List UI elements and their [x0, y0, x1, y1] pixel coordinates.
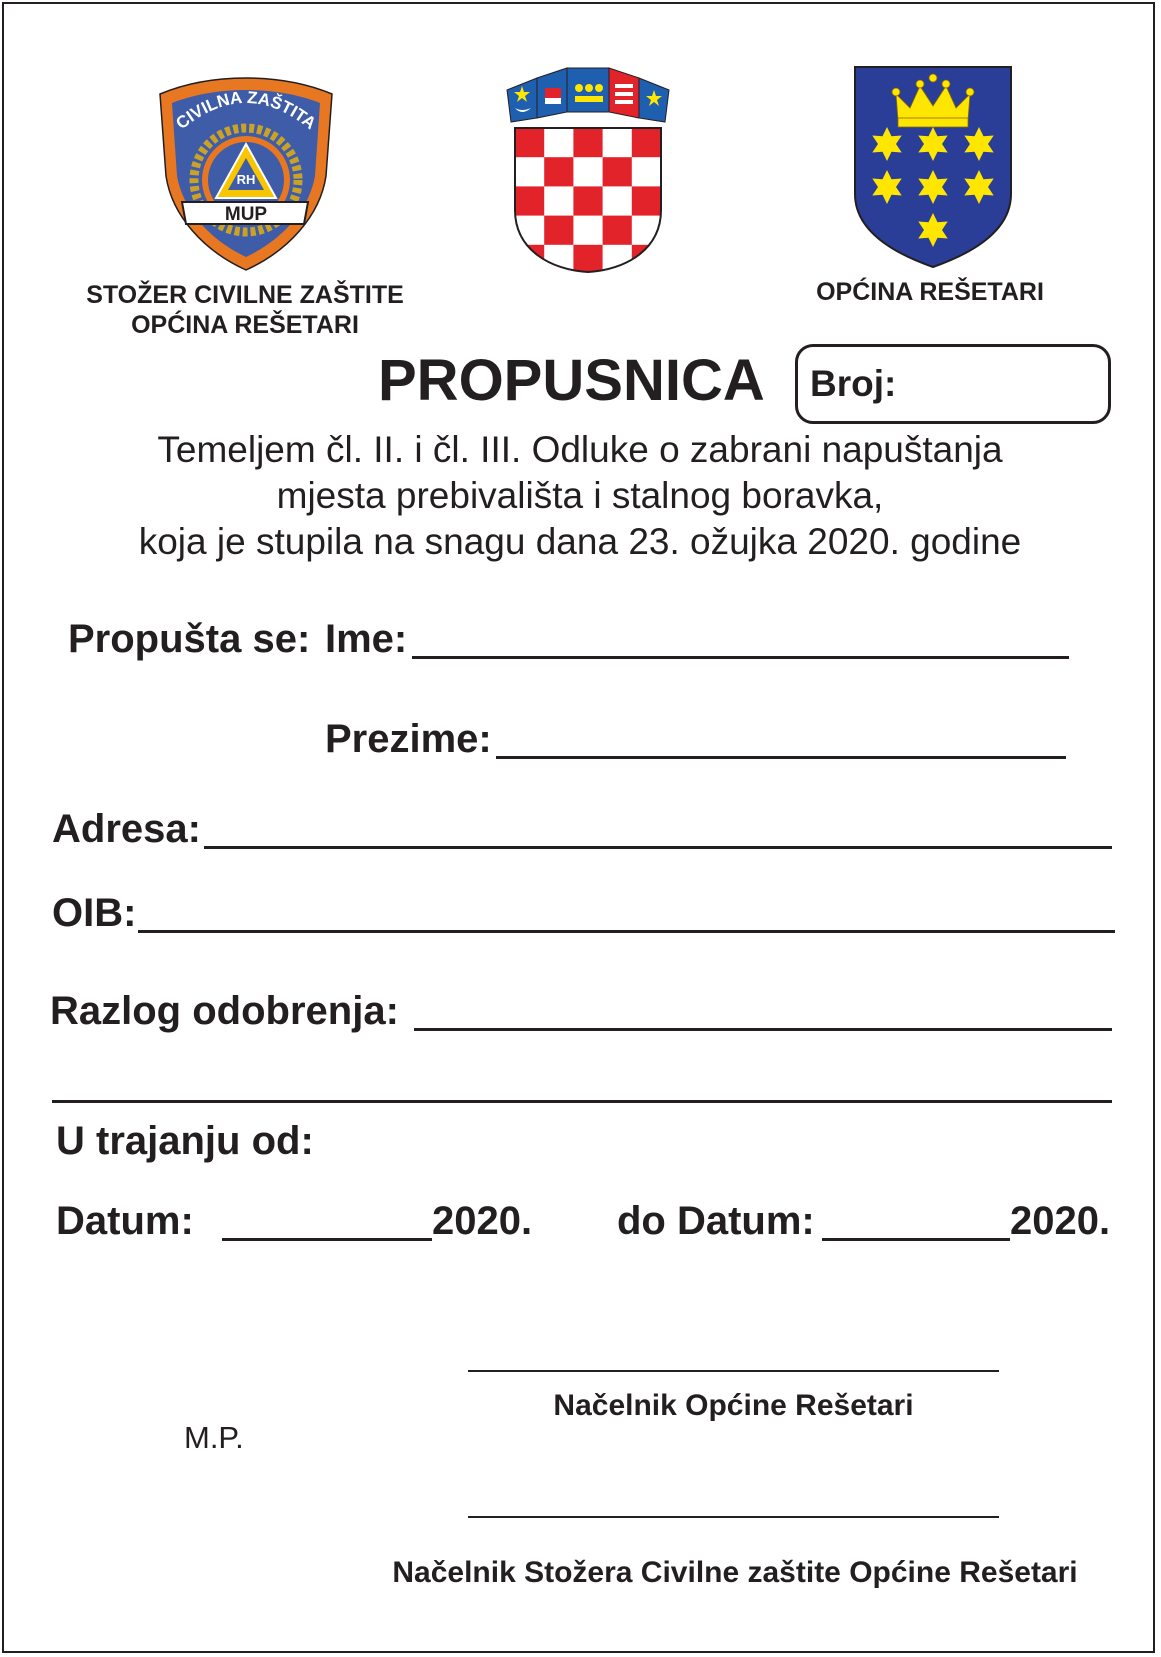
ime-label: Ime:: [325, 617, 408, 661]
intro-line1: Temeljem čl. II. i čl. III. Odluke o zabrani napuštanja: [157, 429, 1003, 470]
ime-input-line[interactable]: [412, 656, 1069, 659]
trajanje-label: U trajanju od:: [56, 1119, 314, 1163]
cz-badge-text: CIVILNA ZAŠTITA: [172, 87, 320, 134]
croatian-coat-of-arms: [503, 60, 673, 276]
razlog-input-line-2[interactable]: [52, 1100, 1112, 1103]
opcina-resetari-coat-of-arms: [852, 64, 1014, 270]
intro-line3: koja je stupila na snagu dana 23. ožujka 2020. godine: [138, 521, 1022, 562]
datum-to-label: do Datum:: [617, 1199, 815, 1243]
razlog-input-line[interactable]: [414, 1028, 1112, 1031]
razlog-label: Razlog odobrenja:: [50, 989, 399, 1033]
prezime-input-line[interactable]: [496, 756, 1066, 759]
checkerboard-shield: [515, 128, 661, 274]
number-box-label: Broj:: [810, 363, 897, 404]
left-logo-caption-line1: STOŽER CIVILNE ZAŠTITE: [86, 281, 404, 309]
datum-to-year: 2020.: [1010, 1199, 1111, 1243]
stamp-placeholder: M.P.: [184, 1420, 244, 1455]
left-logo-caption: [60, 280, 430, 340]
oib-input-line[interactable]: [138, 930, 1115, 933]
left-logo-caption-line2: OPĆINA REŠETARI: [131, 311, 359, 339]
oib-label: OIB:: [52, 891, 137, 935]
cz-badge-mup: MUP: [224, 204, 268, 225]
number-box[interactable]: [795, 344, 1111, 424]
civil-protection-logo: [158, 76, 334, 272]
adresa-input-line[interactable]: [204, 846, 1112, 849]
datum-from-year: 2020.: [432, 1199, 533, 1243]
right-logo-caption: OPĆINA REŠETARI: [816, 278, 1044, 306]
cz-badge-rh: RH: [236, 172, 256, 187]
document-title: PROPUSNICA: [378, 348, 765, 413]
datum-from-input-line[interactable]: [222, 1238, 432, 1241]
prezime-label: Prezime:: [325, 717, 492, 761]
propusta-label: Propušta se:: [68, 617, 311, 661]
signature-label-opcina: Načelnik Općine Rešetari: [553, 1389, 914, 1422]
datum-to-input-line[interactable]: [822, 1238, 1010, 1241]
signature-line-stozer[interactable]: [468, 1516, 999, 1518]
intro-line2: mjesta prebivališta i stalnog boravka,: [276, 475, 884, 516]
datum-from-label: Datum:: [56, 1199, 194, 1243]
signature-line-opcina[interactable]: [468, 1370, 999, 1372]
signature-label-stozer: Načelnik Stožera Civilne zaštite Općine Rešetari: [392, 1556, 1078, 1589]
adresa-label: Adresa:: [52, 807, 201, 851]
